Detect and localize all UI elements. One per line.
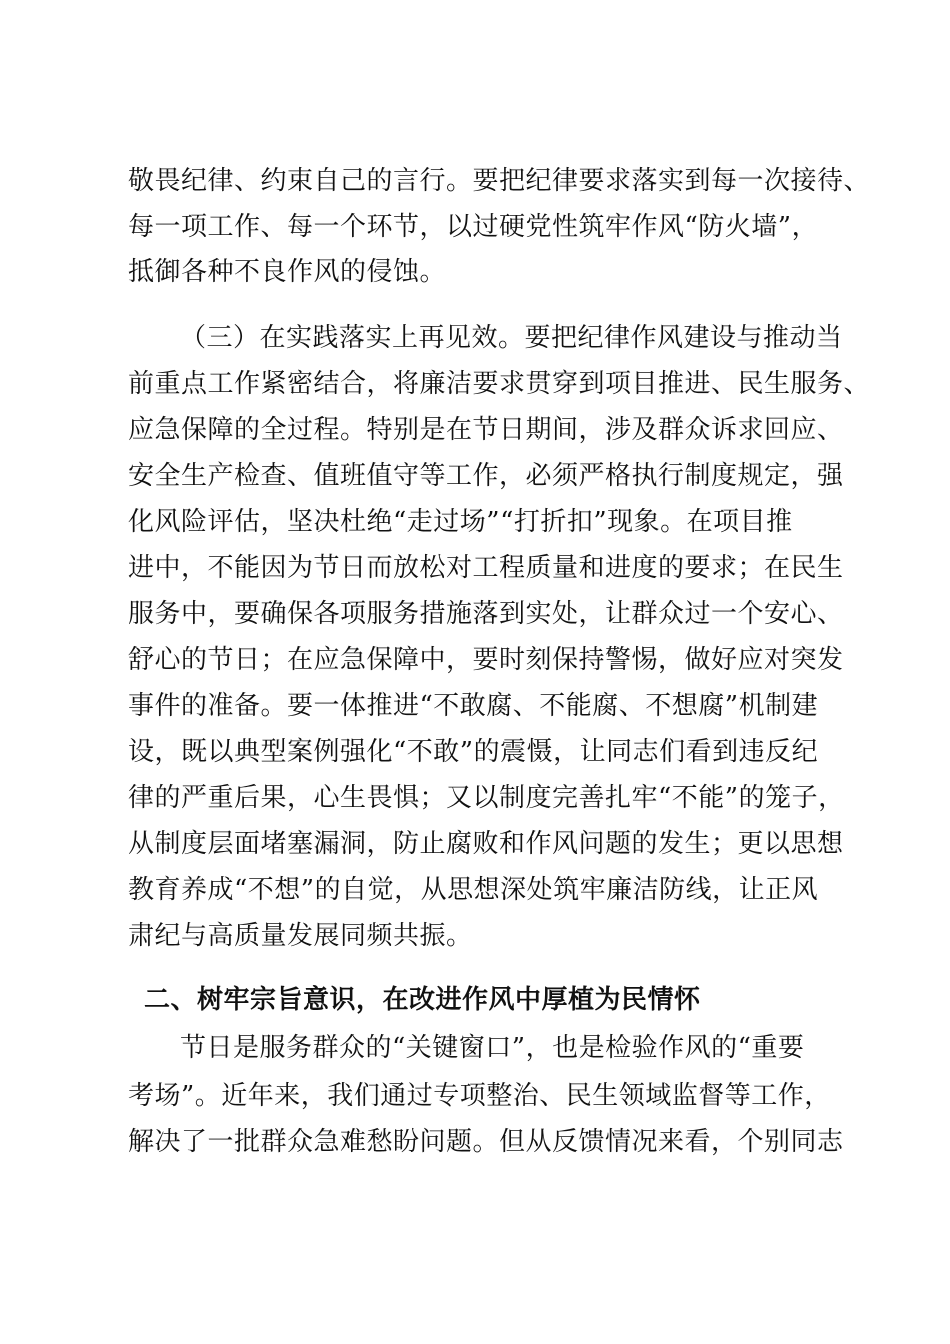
text-line: 前重点工作紧密结合，将廉洁要求贯穿到项目推进、民生服务、 xyxy=(128,369,871,399)
text-line: 敬畏纪律、约束自己的言行。要把纪律要求落实到每一次接待、 xyxy=(128,166,871,196)
text-line: 安全生产检查、值班值守等工作，必须严格执行制度规定，强 xyxy=(128,461,844,491)
section-subheading-line: （三）在实践落实上再见效。要把纪律作风建设与推动当 xyxy=(180,323,843,353)
text-line: 考场”。近年来，我们通过专项整治、民生领域监督等工作， xyxy=(128,1081,831,1111)
text-line: 化风险评估，坚决杜绝“走过场”“打折扣”现象。在项目推 xyxy=(128,507,793,537)
text-line: 抵御各种不良作风的侵蚀。 xyxy=(128,257,447,287)
text-line: 每一项工作、每一个环节，以过硬党性筑牢作风“防火墙”， xyxy=(128,212,819,242)
text-line: 应急保障的全过程。特别是在节日期间，涉及群众诉求回应、 xyxy=(128,415,844,445)
text-line: 舒心的节日；在应急保障中，要时刻保持警惕，做好应对突发 xyxy=(128,645,844,675)
text-line: 事件的准备。要一体推进“不敢腐、不能腐、不想腐”机制建 xyxy=(128,691,819,721)
text-line: 教育养成“不想”的自觉，从思想深处筑牢廉洁防线，让正风 xyxy=(128,875,819,905)
text-line: 从制度层面堵塞漏洞，防止腐败和作风问题的发生；更以思想 xyxy=(128,829,844,859)
text-line: 设，既以典型案例强化“不敢”的震慑，让同志们看到违反纪 xyxy=(128,737,819,767)
text-line: 服务中，要确保各项服务措施落到实处，让群众过一个安心、 xyxy=(128,599,844,629)
text-line: 节日是服务群众的“关键窗口”，也是检验作风的“重要 xyxy=(180,1033,805,1063)
text-line: 进中，不能因为节日而放松对工程质量和进度的要求；在民生 xyxy=(128,553,844,583)
text-line: 肃纪与高质量发展同频共振。 xyxy=(128,921,473,951)
text-line: 解决了一批群众急难愁盼问题。但从反馈情况来看，个别同志 xyxy=(128,1127,844,1157)
text-line: 律的严重后果，心生畏惧；又以制度完善扎牢“不能”的笼子， xyxy=(128,783,845,813)
section-heading: 二、树牢宗旨意识，在改进作风中厚植为民情怀 xyxy=(144,985,701,1015)
